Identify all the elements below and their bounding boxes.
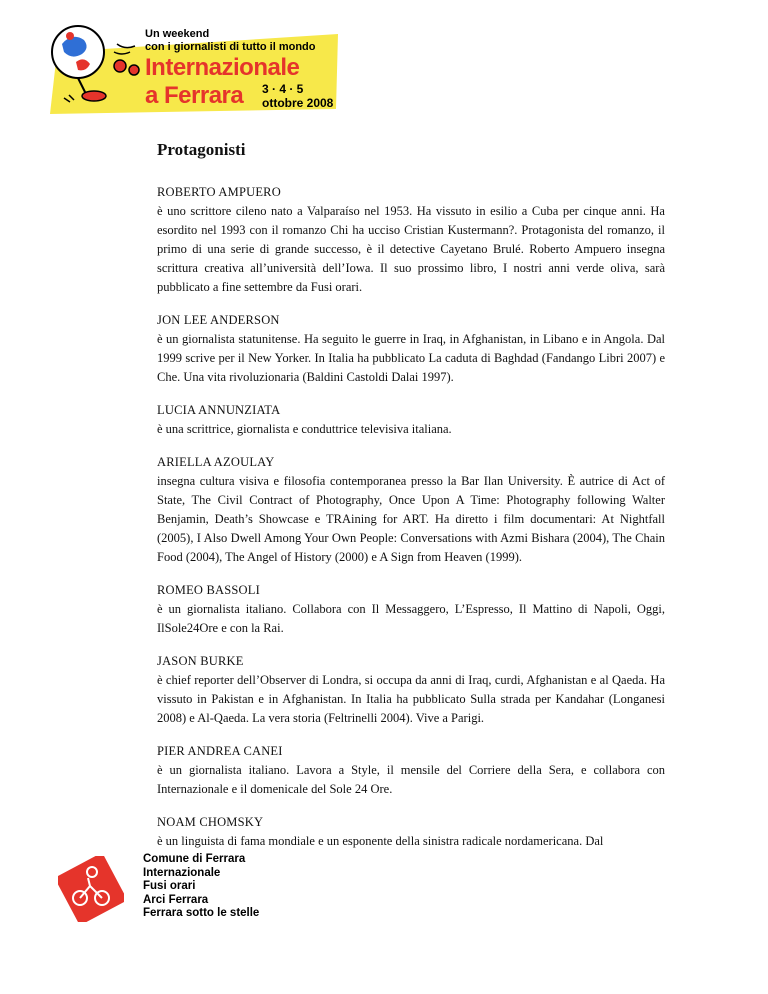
list-item: [157, 401, 665, 439]
protagonist-name: JON LEE ANDERSON: [157, 313, 280, 327]
sponsor-list: [143, 853, 259, 921]
protagonist-bio: è una scrittrice, giornalista e conduttrice televisiva italiana.: [157, 422, 452, 436]
protagonist-bio: è un linguista di fama mondiale e un esponente della sinistra radicale nordamericana. Dal: [157, 834, 604, 848]
main-content: [157, 140, 665, 865]
sponsor-name: Arci Ferrara: [143, 893, 209, 906]
list-item: [157, 453, 665, 567]
protagonist-bio: è un giornalista italiano. Collabora con Il Messaggero, L’Espresso, Il Mattino di Napoli, Oggi, IlSole24Ore e con la Rai.: [157, 602, 665, 635]
festival-tagline-line2: con i giornalisti di tutto il mondo: [145, 41, 316, 53]
protagonist-bio: è un giornalista italiano. Lavora a Style, il mensile del Corriere della Sera, e collabora con Internazionale e il domenicale del Sole 24 Ore.: [157, 763, 665, 796]
list-item: [157, 581, 665, 638]
sponsor-name: Fusi orari: [143, 880, 196, 892]
ferrara-sotto-le-stelle-logo: [58, 856, 124, 922]
list-item: [157, 742, 665, 799]
protagonist-name: PIER ANDREA CANEI: [157, 744, 283, 758]
festival-title-line1: Internazionale: [145, 54, 300, 81]
protagonist-bio: è chief reporter dell’Observer di Londra, si occupa da anni di Iraq, curdi, Afghanistan e al Qaeda. Ha vissuto in Pakistan e in Afghanistan. In Italia ha pubblicato Sulla strada per Kandahar (Longanesi 2008) e Al-Qaeda. La vera storia (Feltrinelli 2004). Vive a Parigi.: [157, 673, 665, 725]
festival-logo: [42, 14, 342, 114]
protagonist-name: ROBERTO AMPUERO: [157, 185, 281, 199]
sponsor-name: Ferrara sotto le stelle: [143, 907, 260, 919]
festival-month-year: ottobre 2008: [262, 96, 334, 110]
cyclist-icon: [58, 856, 124, 922]
list-item: [157, 652, 665, 728]
protagonist-name: ROMEO BASSOLI: [157, 583, 260, 597]
protagonist-name: LUCIA ANNUNZIATA: [157, 403, 281, 417]
festival-title-line2: a Ferrara: [145, 82, 244, 109]
sponsor-name: Internazionale: [143, 866, 221, 879]
protagonist-name: NOAM CHOMSKY: [157, 815, 264, 829]
protagonist-bio: è un giornalista statunitense. Ha seguito le guerre in Iraq, in Afghanistan, in Libano e in Angola. Dal 1999 scrive per il New Yorker. In Italia ha pubblicato La caduta di Baghdad (Fandango Libri 2007) e Che. Una vita rivoluzionaria (Baldini Castoldi Dalai 1997).: [157, 332, 665, 384]
protagonist-bio: è uno scrittore cileno nato a Valparaíso nel 1953. Ha vissuto in esilio a Cuba per cinque anni. Ha esordito nel 1993 con il romanzo Chi ha ucciso Cristian Kustermann?. Protagonista del romanzo, il primo di una serie di grande successo, è il detective Cayetano Brulé. Roberto Ampuero insegna scrittura creativa all’università dell’Iowa. Il suo prossimo libro, I nostri anni verde oliva, sarà pubblicato a fine settembre da Fusi orari.: [157, 204, 665, 294]
protagonist-bio: insegna cultura visiva e filosofia contemporanea presso la Bar Ilan University. È autrice di Act of State, The Civil Contract of Photography, Once Upon A Time: Photography following Walter Benjamin, Death’s Showcase e TRAining for ART. Ha diretto i film documentari: At Nightfall (2005), I Also Dwell Among Your Own People: Conversations with Azmi Bishara (2004), The Chain Food (2004), The Angel of History (2000) e A Sign from Heaven (1999).: [157, 474, 665, 564]
list-item: [157, 311, 665, 387]
page-title: Protagonisti: [157, 140, 246, 159]
list-item: [157, 183, 665, 297]
protagonist-name: ARIELLA AZOULAY: [157, 455, 275, 469]
protagonist-name: JASON BURKE: [157, 654, 244, 668]
sponsor-name: Comune di Ferrara: [143, 853, 246, 865]
list-item: [157, 813, 665, 851]
festival-tagline-line1: Un weekend: [145, 28, 210, 40]
festival-days: 3 · 4 · 5: [262, 82, 304, 96]
